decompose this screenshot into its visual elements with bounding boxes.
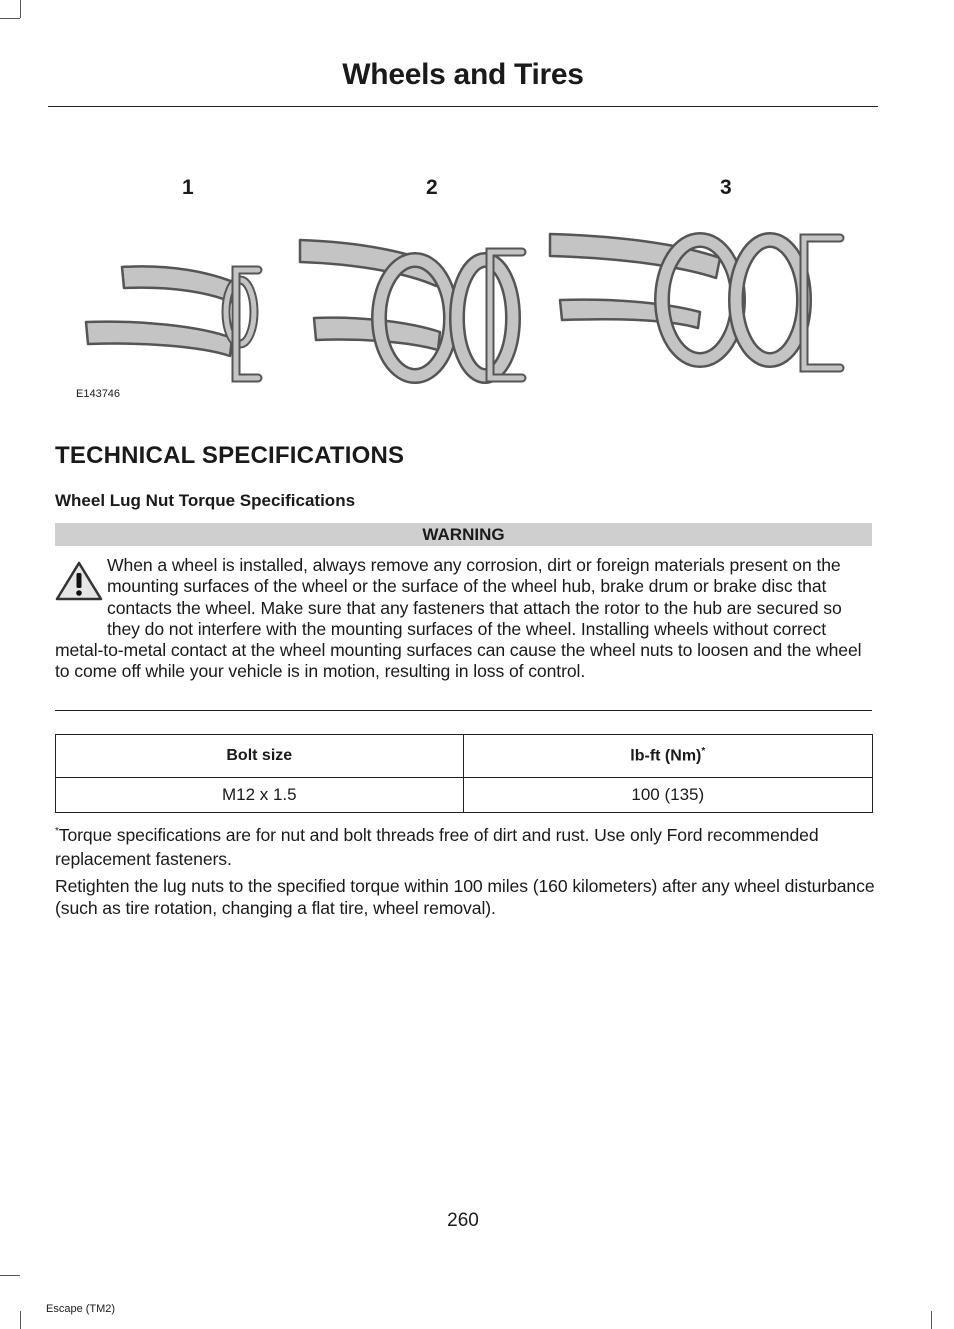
crop-mark xyxy=(0,1275,20,1276)
figure-label-2: 2 xyxy=(426,176,438,199)
crop-mark xyxy=(20,0,21,18)
icon-spacer xyxy=(55,555,107,619)
strap-illustration xyxy=(60,170,860,410)
section-title: TECHNICAL SPECIFICATIONS xyxy=(55,442,405,469)
header-bolt-size-label: Bolt size xyxy=(226,747,293,764)
page-header-title: Wheels and Tires xyxy=(342,58,584,91)
header-rule xyxy=(48,106,878,107)
table-row xyxy=(56,778,873,813)
header-torque xyxy=(463,735,872,778)
header-bolt-size xyxy=(56,735,464,778)
header-torque-label: lb-ft (Nm) xyxy=(630,747,702,765)
warning-rule xyxy=(55,710,872,711)
warning-label: WARNING xyxy=(55,523,872,546)
footnote-marker: * xyxy=(701,746,706,758)
figure-code: E143746 xyxy=(76,388,121,400)
retighten-paragraph: Retighten the lug nuts to the specified torque within 100 miles (160 kilometers) after any wheel disturbance (such as tire rotation, changing a flat tire, wheel removal). xyxy=(55,876,875,918)
figure-label-1: 1 xyxy=(182,176,194,199)
table-header-row xyxy=(56,735,873,778)
section-subtitle: Wheel Lug Nut Torque Specifications xyxy=(55,491,356,510)
torque-spec-table xyxy=(55,734,873,813)
footnote-text: Torque specifications are for nut and bolt threads free of dirt and rust. Use only Ford recommended replacement fasteners. xyxy=(55,824,819,869)
crop-mark xyxy=(931,1311,932,1329)
page-number: 260 xyxy=(447,1210,479,1231)
wheel-figure xyxy=(60,170,860,410)
crop-mark xyxy=(20,1311,21,1329)
crop-mark xyxy=(0,18,20,19)
footer-model: Escape (TM2) xyxy=(46,1303,116,1315)
footnote xyxy=(55,820,875,871)
torque-cell: 100 (135) xyxy=(463,778,872,813)
warning-text-block xyxy=(55,555,875,683)
bolt-size-cell: M12 x 1.5 xyxy=(56,778,464,813)
footnote-mark: * xyxy=(55,826,59,837)
warning-text: When a wheel is installed, always remove any corrosion, dirt or foreign materials present on the mounting surfaces of the wheel or the surface of the wheel hub, brake drum or brake disc that contacts the wheel. Make sure that any fasteners that attach the rotor to the hub are secured so they do not interfere with the mounting surfaces of the wheel. Installing wheels without correct metal-to-metal contact at the wheel mounting surfaces can cause the wheel nuts to loosen and the wheel to come off while your vehicle is in motion, resulting in loss of control. xyxy=(55,555,862,682)
figure-label-3: 3 xyxy=(720,176,732,199)
